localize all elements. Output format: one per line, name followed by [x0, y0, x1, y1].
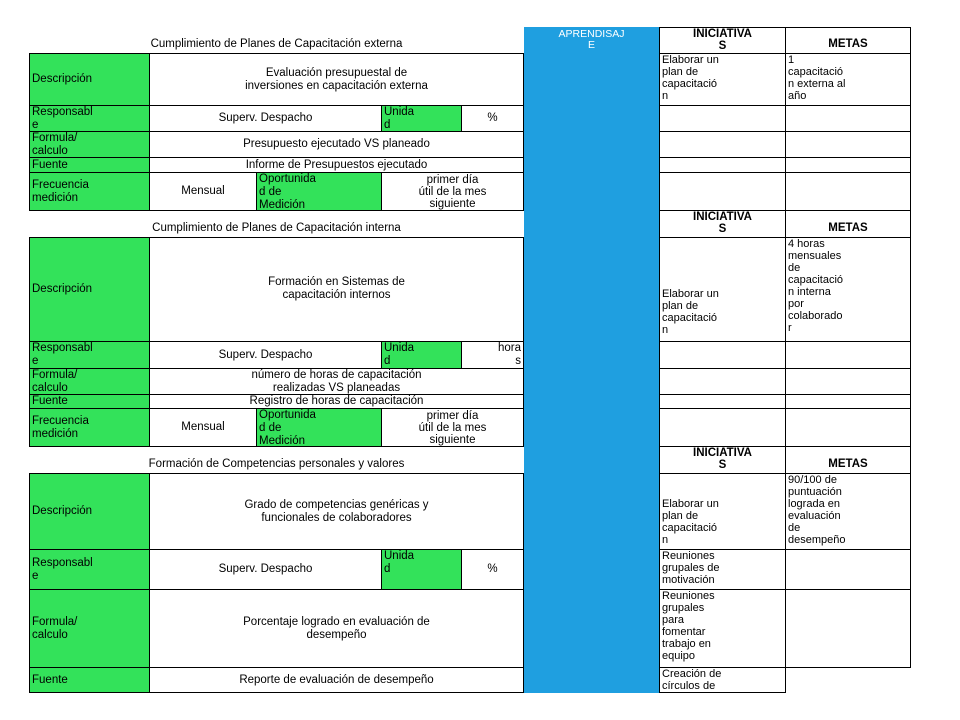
aprendizaje-header: APRENDISAJ E: [524, 27, 659, 693]
meta-empty: [786, 395, 911, 409]
label-unidad-2: Unida d: [382, 342, 462, 369]
metas-header-3: METAS: [786, 447, 911, 474]
iniciativa-empty: [659, 369, 786, 395]
value-unidad-3: %: [462, 550, 524, 590]
meta-empty: [786, 132, 911, 158]
section-1-title: Cumplimiento de Planes de Capacitación externa: [29, 27, 524, 54]
label-descripcion-2: Descripción: [29, 238, 150, 342]
meta-1: 1 capacitació n externa al año: [786, 54, 911, 106]
value-fuente-3: Reporte de evaluación de desempeño: [150, 668, 524, 693]
label-fuente-1: Fuente: [29, 158, 150, 173]
value-unidad-1: %: [462, 106, 524, 132]
meta-empty: [786, 409, 911, 447]
section-2-title: Cumplimiento de Planes de Capacitación interna: [29, 211, 524, 238]
label-formula-1: Formula/ calculo: [29, 132, 150, 158]
label-unidad-3: Unida d: [382, 550, 462, 590]
iniciativa-3a: Elaborar un plan de capacitació n: [659, 474, 786, 550]
metas-header-2: METAS: [786, 211, 911, 238]
meta-empty: [786, 550, 911, 590]
meta-empty: [786, 342, 911, 369]
label-responsable-1: Responsabl e: [29, 106, 150, 132]
label-fuente-3: Fuente: [29, 668, 150, 693]
label-oportunidad-1: Oportunida d de Medición: [257, 173, 382, 211]
value-formula-2: número de horas de capacitación realizadas VS planeadas: [150, 369, 524, 395]
iniciativa-empty: [659, 395, 786, 409]
label-responsable-2: Responsabl e: [29, 342, 150, 369]
label-formula-2: Formula/ calculo: [29, 369, 150, 395]
iniciativa-empty: [659, 158, 786, 173]
label-descripcion-3: Descripción: [29, 474, 150, 550]
value-frecuencia-1: Mensual: [150, 173, 257, 211]
label-descripcion-1: Descripción: [29, 54, 150, 106]
value-responsable-2: Superv. Despacho: [150, 342, 382, 369]
meta-empty: [786, 668, 911, 693]
iniciativa-1: Elaborar un plan de capacitació n: [659, 54, 786, 106]
meta-empty: [786, 590, 911, 668]
value-unidad-2: hora s: [462, 342, 524, 369]
iniciativa-empty: [659, 409, 786, 447]
value-descripcion-3: Grado de competencias genéricas y funcionales de colaboradores: [150, 474, 524, 550]
section-3-title: Formación de Competencias personales y valores: [29, 447, 524, 474]
meta-2: 4 horas mensuales de capacitació n interna por colaborado r: [786, 238, 911, 342]
meta-empty: [786, 106, 911, 132]
meta-empty: [786, 173, 911, 211]
label-unidad-1: Unida d: [382, 106, 462, 132]
iniciativas-header-1: INICIATIVA S: [659, 27, 786, 54]
value-responsable-1: Superv. Despacho: [150, 106, 382, 132]
metas-header-1: METAS: [786, 27, 911, 54]
iniciativas-header-3: INICIATIVA S: [659, 447, 786, 474]
value-responsable-3: Superv. Despacho: [150, 550, 382, 590]
label-frecuencia-2: Frecuencia medición: [29, 409, 150, 447]
value-fuente-1: Informe de Presupuestos ejecutado: [150, 158, 524, 173]
iniciativa-3c: Reuniones grupales para fomentar trabajo en equipo: [659, 590, 786, 668]
value-fuente-2: Registro de horas de capacitación: [150, 395, 524, 409]
label-oportunidad-2: Oportunida d de Medición: [257, 409, 382, 447]
label-responsable-3: Responsabl e: [29, 550, 150, 590]
iniciativa-3d: Creación de círculos de: [659, 668, 786, 693]
iniciativa-empty: [659, 106, 786, 132]
label-fuente-2: Fuente: [29, 395, 150, 409]
label-frecuencia-1: Frecuencia medición: [29, 173, 150, 211]
meta-3: 90/100 de puntuación lograda en evaluación de desempeño: [786, 474, 911, 550]
value-descripcion-1: Evaluación presupuestal de inversiones en capacitación externa: [150, 54, 524, 106]
value-frecuencia-2: Mensual: [150, 409, 257, 447]
value-formula-1: Presupuesto ejecutado VS planeado: [150, 132, 524, 158]
meta-empty: [786, 369, 911, 395]
value-descripcion-2: Formación en Sistemas de capacitación internos: [150, 238, 524, 342]
iniciativa-empty: [659, 132, 786, 158]
value-oportunidad-2: primer día útil de la mes siguiente: [382, 409, 524, 447]
iniciativas-header-2: INICIATIVA S: [659, 211, 786, 238]
iniciativa-2: Elaborar un plan de capacitació n: [659, 238, 786, 342]
meta-empty: [786, 158, 911, 173]
value-oportunidad-1: primer día útil de la mes siguiente: [382, 173, 524, 211]
value-formula-3: Porcentaje logrado en evaluación de desempeño: [150, 590, 524, 668]
label-formula-3: Formula/ calculo: [29, 590, 150, 668]
iniciativa-3b: Reuniones grupales de motivación: [659, 550, 786, 590]
iniciativa-empty: [659, 173, 786, 211]
iniciativa-empty: [659, 342, 786, 369]
